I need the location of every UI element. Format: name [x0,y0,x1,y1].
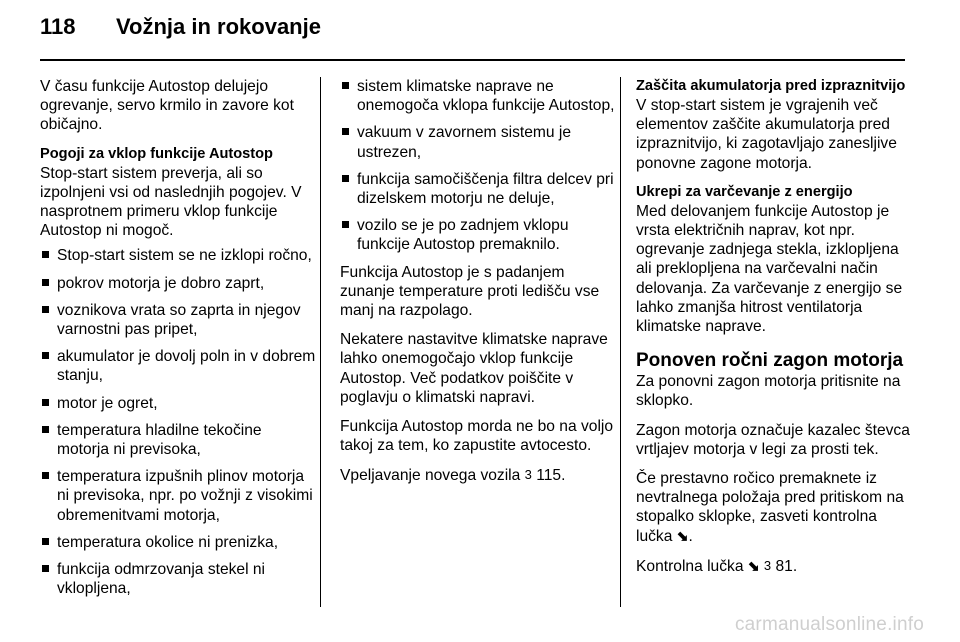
list-item [40,246,316,265]
sentence-end: . [688,527,693,545]
gear-lever-text: Če prestavno ročico premaknete iz nevtralnega položaja pred pritiskom na stopalko sklopke, zasveti kontrolna lučka [636,470,904,545]
square-bullet-icon [342,221,349,228]
square-bullet-icon [42,472,49,479]
list-item-text: temperatura okolice ni prenizka, [57,533,279,551]
list-item-text: Stop-start sistem se ne izklopi ročno, [57,247,312,265]
square-bullet-icon [42,279,49,286]
header-rule [40,59,905,61]
page-reference[interactable]: 115. [536,467,566,485]
gear-lever-paragraph [636,469,912,546]
square-bullet-icon [42,352,49,359]
section-heading-restart: Ponoven ročni zagon motorja [636,350,904,372]
energy-paragraph: Med delovanjem funkcije Autostop je vrsta električnih naprav, kot npr. ogrevanje zadnjega stekla, izklopljena ali preklopljena na varčevalni način delovanja. Za varčevanje z energijo se lahko zmanjša hitrost ventilatorja klimatske naprave. [636,202,903,336]
list-item-text: vozilo se je po zadnjem vklopu funkcije Autostop premaknilo. [357,217,569,254]
list-item-text: funkcija samočiščenja filtra delcev pri dizelskem motorju ne deluje, [357,170,614,208]
list-item [340,123,616,161]
square-bullet-icon [342,82,349,89]
list-item-text: motor je ogret, [57,394,158,412]
motorway-paragraph: Funkcija Autostop morda ne bo na voljo takoj za tem, ko zapustite avtocesto. [340,418,614,455]
restart-paragraph: Za ponovni zagon motorja pritisnite na sklopko. [636,373,901,410]
column-2 [340,77,616,496]
indicator-paragraph [636,556,912,576]
square-bullet-icon [342,175,349,182]
list-item-text: temperatura izpušnih plinov motorja ni previsoka, npr. po vožnji z visokimi obremenitvami motorja, [57,468,313,524]
tachometer-paragraph: Zagon motorja označuje kazalec števca vrtljajev motorja v legi za prosti tek. [636,421,910,458]
list-item-text: sistem klimatske naprave ne onemogoča vklopa funkcije Autostop, [357,78,615,115]
list-item [340,216,616,254]
intro-paragraph: V času funkcije Autostop delujejo ogrevanje, servo krmilo in zavore kot običajno. [40,78,294,134]
list-item-text: funkcija odmrzovanja stekel ni vklopljena, [57,561,266,598]
page-reference[interactable]: 81. [775,557,798,575]
list-item-text: voznikova vrata so zaprta in njegov varnostni pas pripet, [57,301,301,339]
square-bullet-icon [342,128,349,135]
square-bullet-icon [42,306,49,313]
climate-paragraph: Nekatere nastavitve klimatske naprave lahko onemogočajo vklop funkcije Autostop. Več podatkov poiščite v poglavju o klimatski napravi. [340,331,608,406]
conditions-list [40,246,316,598]
list-item-text: akumulator je dovolj poln in v dobrem stanju, [57,348,316,385]
list-item-text: pokrov motorja je dobro zaprt, [57,274,265,292]
page-title: Vožnja in rokovanje [116,14,321,39]
watermark: carmanualsonline.info [734,614,924,635]
list-item [40,421,316,459]
cross-reference-arrow-icon: 3 [763,557,772,573]
list-item [340,77,616,115]
list-item [40,347,316,385]
list-item [340,170,616,208]
list-item [40,467,316,525]
conditions-paragraph: Stop-start sistem preverja, ali so izpolnjeni vsi od naslednjih pogojev. V nasprotnem primeru vklop funkcije Autostop ni mogoč. [40,164,302,240]
page-number: 118 [40,14,76,39]
conditions-list-continued [340,77,616,255]
break-in-text: Vpeljavanje novega vozila [340,467,521,485]
list-item [40,560,316,598]
square-bullet-icon [42,538,49,545]
column-divider-2 [620,77,621,607]
square-bullet-icon [42,251,49,258]
section-heading-energy: Ukrepi za varčevanje z energijo [636,183,853,200]
column-divider-1 [320,77,321,607]
square-bullet-icon [42,399,49,406]
list-item [40,533,316,552]
list-item-text: vakuum v zavornem sistemu je ustrezen, [357,124,572,161]
cross-reference-arrow-icon: 3 [524,467,532,483]
autostop-indicator-icon: ⬊ [747,557,760,574]
list-item [40,394,316,413]
section-heading-conditions: Pogoji za vklop funkcije Autostop [40,145,273,162]
list-item [40,301,316,339]
break-in-paragraph [340,465,616,485]
indicator-text: Kontrolna lučka [636,557,744,575]
autostop-indicator-icon: ⬊ [676,527,689,544]
temperature-paragraph: Funkcija Autostop je s padanjem zunanje temperature proti ledišču vse manj na razpolago. [340,263,600,320]
section-heading-battery: Zaščita akumulatorja pred izpraznitvijo [636,78,906,94]
square-bullet-icon [42,565,49,572]
column-1 [40,77,316,606]
battery-paragraph: V stop-start sistem je vgrajenih več elementov zaščite akumulatorja pred izpraznitvijo, ki zagotavljajo zanesljive ponovne zagone motorja. [636,97,897,172]
list-item [40,274,316,293]
square-bullet-icon [42,426,49,433]
column-3 [636,77,912,586]
list-item-text: temperatura hladilne tekočine motorja ni previsoka, [57,421,262,459]
